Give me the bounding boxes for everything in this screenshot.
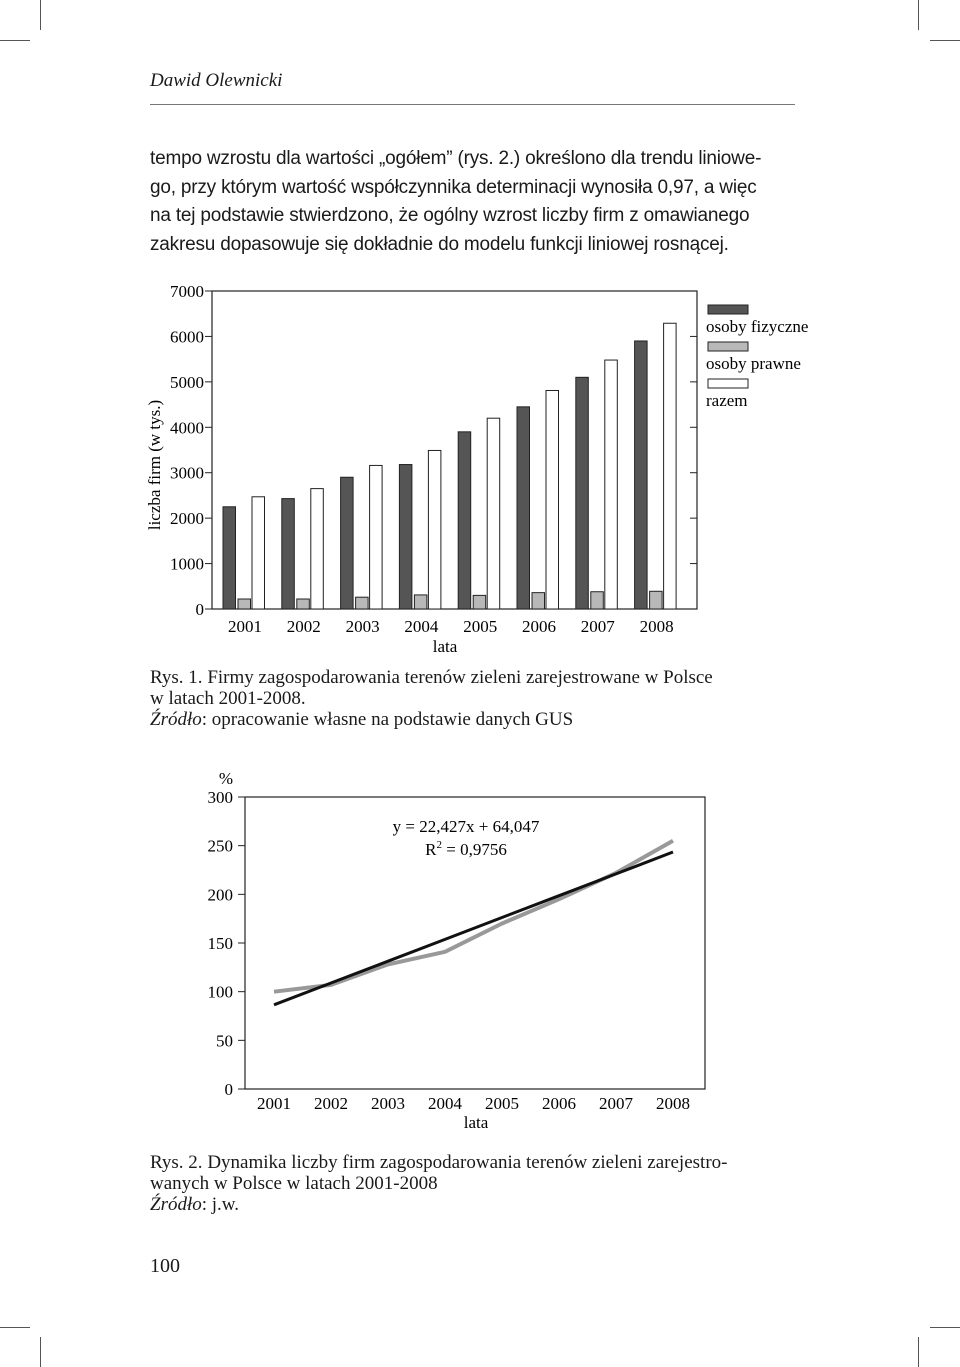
bar-osoby-fizyczne [517,407,530,609]
bar-osoby-fizyczne [458,432,471,609]
y-axis-label: liczba firm (w tys.) [145,399,164,531]
bar-osoby-fizyczne [282,499,295,609]
legend-label: osoby fizyczne [706,317,809,336]
bar-razem [487,418,500,609]
body-line: zakresu dopasowuje się dokładnie do modelu funkcji liniowej rosnącej. [150,233,729,255]
bar-osoby-fizyczne [399,465,412,609]
series-line-trend-liniowy [274,852,673,1005]
bar-osoby-prawne [650,591,663,609]
x-tick-label: 2007 [599,1094,633,1113]
x-axis-label: lata [463,1113,489,1132]
figure2-source-text: : j.w. [201,1194,240,1215]
bar-osoby-fizyczne [576,377,589,609]
x-tick-label: 2004 [428,1094,462,1113]
crop-mark [930,1327,960,1328]
bar-osoby-fizyczne [341,477,354,609]
series-line-dynamika [274,841,673,992]
y-tick-label: 3000 [170,463,204,483]
line-chart-dynamics [0,740,960,1140]
x-tick-label: 2008 [639,617,674,636]
bar-chart-firms [0,0,960,680]
y-tick-label: 250 [207,836,233,856]
bar-osoby-prawne [532,593,545,609]
legend-label: osoby prawne [706,354,801,373]
bar-osoby-prawne [356,597,369,609]
x-tick-label: 2002 [314,1094,348,1113]
y-tick-label: 0 [195,600,204,619]
legend-swatch [708,379,748,388]
legend-label: razem [706,391,748,410]
y-tick-label: 0 [224,1080,233,1099]
figure2-caption-line: wanych w Polsce w latach 2001-2008 [150,1173,438,1194]
x-tick-label: 2004 [404,617,439,636]
bar-razem [311,489,324,609]
r-squared-label: $R^2 = 0,9756$ [425,839,507,859]
y-tick-label: 6000 [170,327,204,347]
figure2-caption-line: Dynamika liczby firm zagospodarowania terenów zieleni zarejestro- [207,1152,728,1173]
y-unit-label: % [218,769,234,788]
x-tick-label: 2006 [542,1094,576,1113]
bar-osoby-fizyczne [223,507,236,609]
legend-swatch [708,305,748,314]
bar-osoby-fizyczne [635,341,648,609]
bar-razem [664,323,677,609]
figure1-source-label: Źródło [150,709,202,730]
y-tick-label: 200 [207,885,233,905]
figure1-caption-line: Firmy zagospodarowania terenów zieleni zarejestrowane w Polsce [207,667,713,688]
y-tick-label: 50 [216,1031,233,1051]
x-axis-label: lata [432,637,458,656]
bar-osoby-prawne [591,592,604,609]
y-tick-label: 4000 [170,418,204,438]
x-tick-label: 2003 [371,1094,405,1113]
figure1-caption [150,667,800,730]
bar-osoby-prawne [297,599,310,609]
x-tick-label: 2005 [485,1094,519,1113]
y-tick-label: 300 [207,788,233,807]
body-line: na tej podstawie stwierdzono, że ogólny wzrost liczby firm z omawianego [150,205,750,226]
figure1-label: Rys. 1. [150,667,203,688]
page-number: 100 [150,1255,180,1277]
body-line: go, przy którym wartość współczynnika determinacji wynosiła 0,97, a więc [150,176,757,198]
figure2-label: Rys. 2. [150,1152,203,1173]
x-tick-label: 2005 [463,617,498,636]
running-head-author: Dawid Olewnicki [150,70,283,91]
y-tick-label: 7000 [170,282,204,301]
bar-razem [252,497,265,609]
x-tick-label: 2002 [286,617,321,636]
bar-osoby-prawne [414,595,427,609]
figure2-caption [150,1152,800,1215]
figure2-source-label: Źródło [150,1194,202,1215]
bar-razem [370,465,383,609]
bar-razem [428,450,441,609]
x-tick-label: 2001 [257,1094,291,1113]
legend-swatch [708,342,748,351]
y-tick-label: 150 [207,934,233,953]
crop-mark [40,1337,41,1367]
x-tick-label: 2006 [522,617,556,636]
bar-razem [605,360,618,609]
x-tick-label: 2003 [345,617,380,636]
figure1-source-text: : opracowanie własne na podstawie danych GUS [201,709,574,730]
bar-osoby-prawne [473,595,486,609]
y-tick-label: 1000 [170,554,204,574]
figure1-caption-line: w latach 2001-2008. [150,688,306,709]
regression-equation: y = 22,427x + 64,047 [392,817,540,836]
body-line: tempo wzrostu dla wartości „ogółem” (rys. 2.) określono dla trendu liniowe- [150,148,762,169]
x-tick-label: 2007 [580,617,615,636]
y-tick-label: 2000 [170,509,204,529]
bar-razem [546,390,559,609]
x-tick-label: 2008 [656,1094,690,1113]
bar-osoby-prawne [238,599,251,609]
y-tick-label: 5000 [170,372,204,392]
crop-mark [0,1327,30,1328]
x-tick-label: 2001 [228,617,262,636]
y-tick-label: 100 [207,982,233,1002]
crop-mark [918,1337,919,1367]
